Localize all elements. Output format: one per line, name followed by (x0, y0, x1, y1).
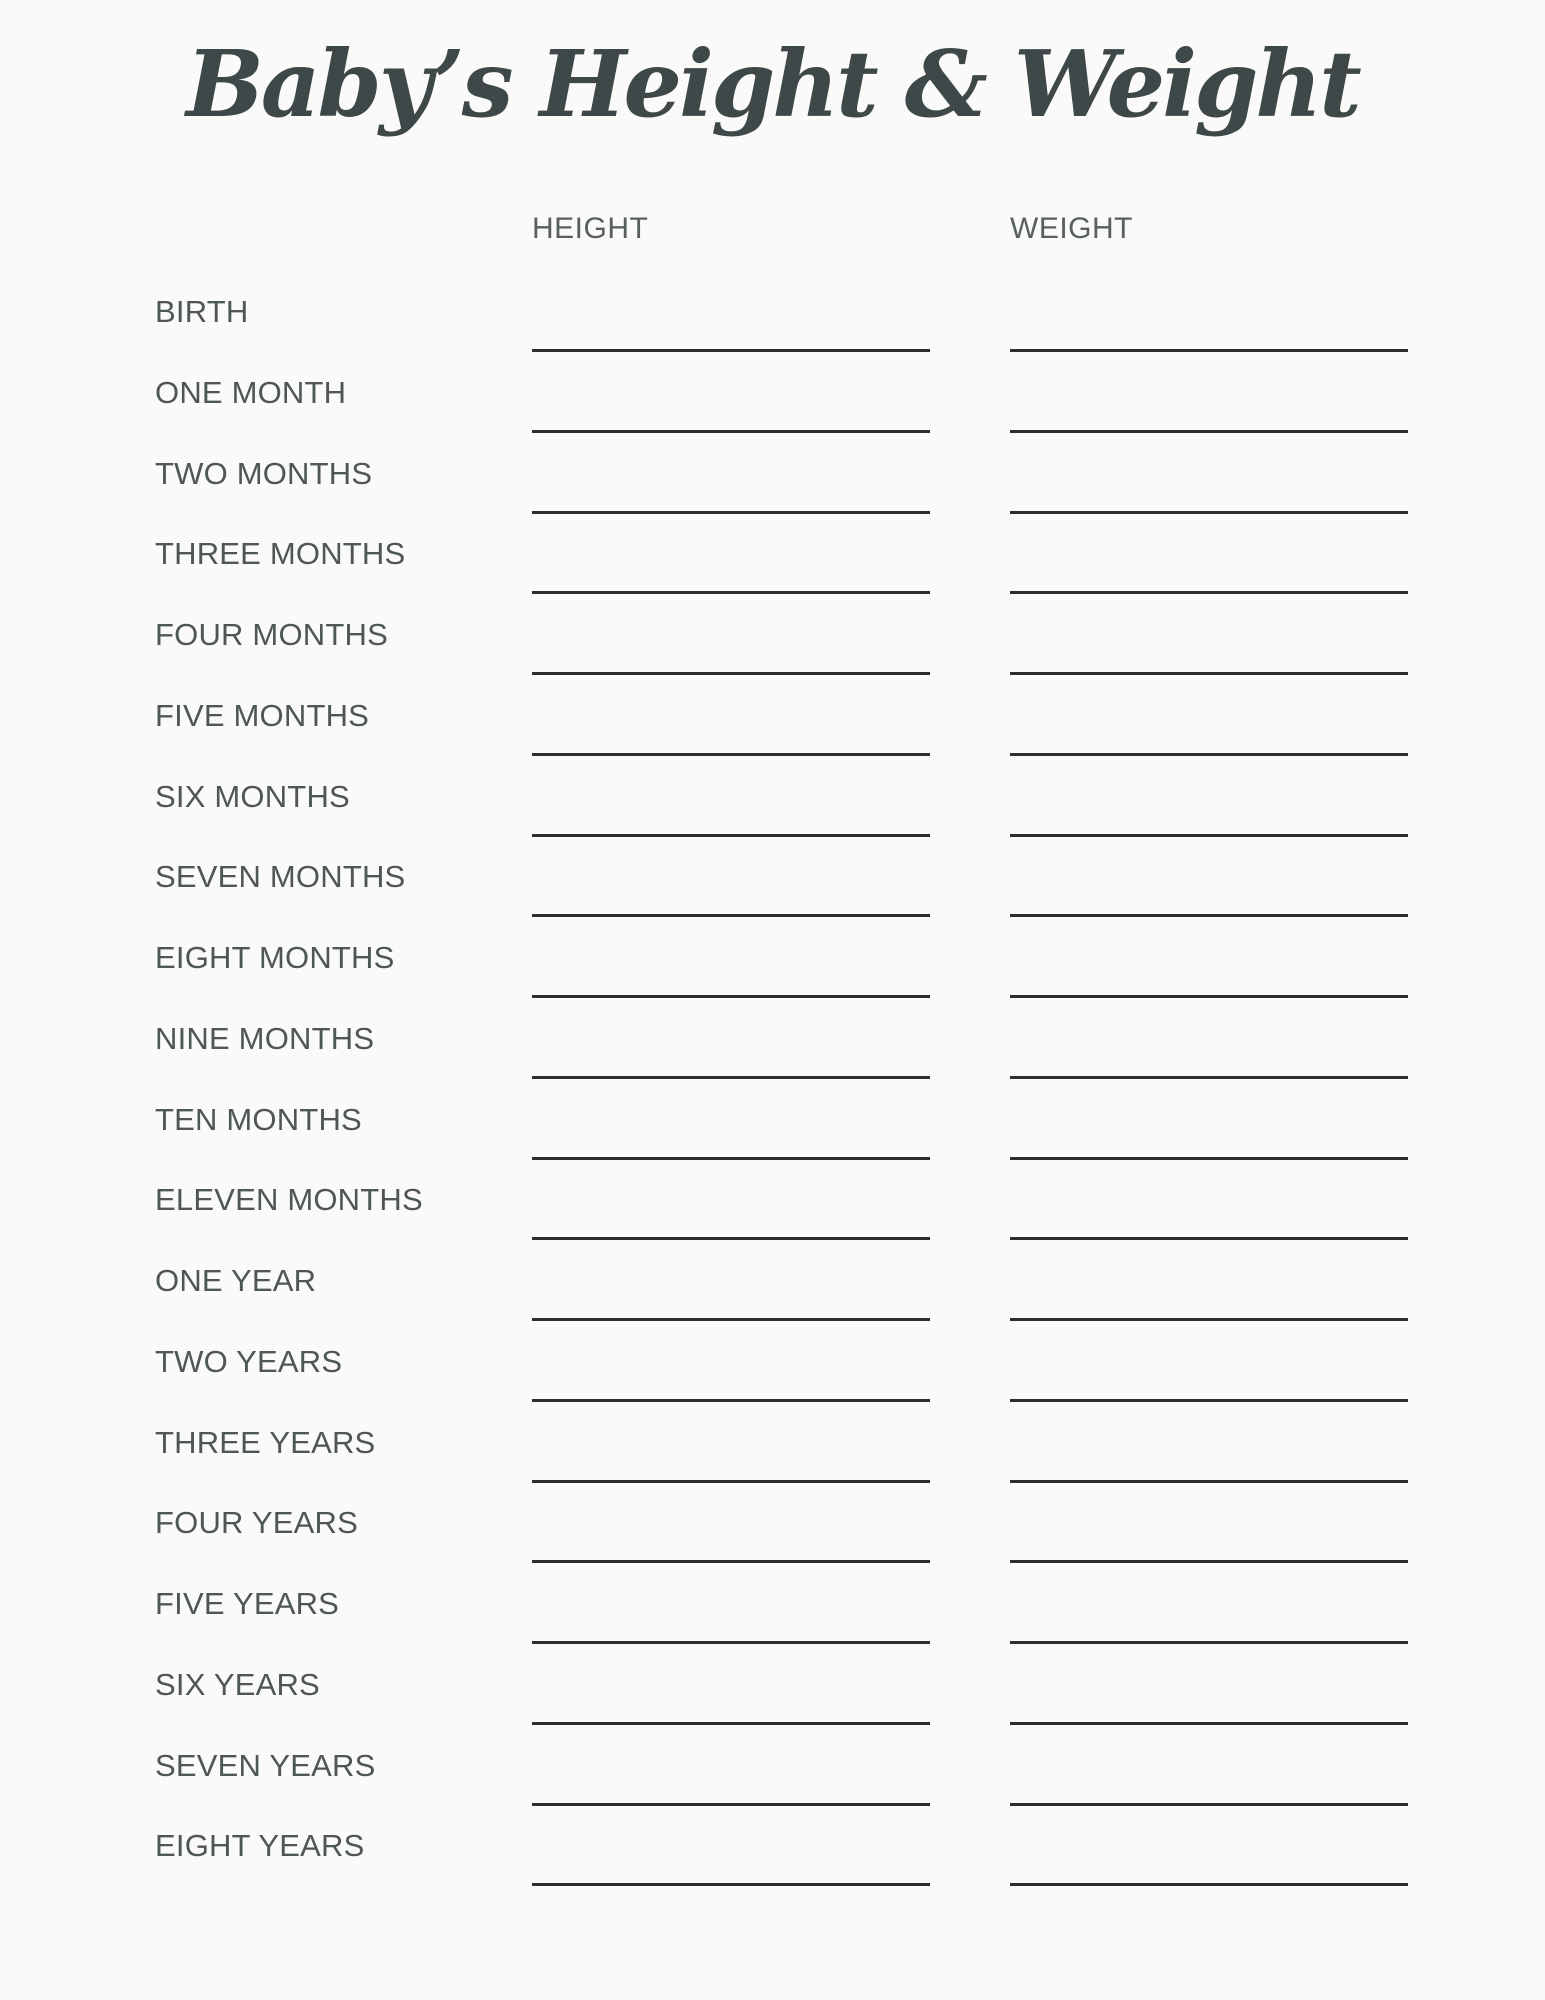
weight-entry-line[interactable] (1010, 895, 1408, 917)
weight-entry-line[interactable] (1010, 572, 1408, 594)
table-row (0, 1007, 1545, 1088)
table-row (0, 765, 1545, 846)
column-header-weight: WEIGHT (1010, 212, 1133, 245)
height-entry-line[interactable] (532, 1218, 930, 1240)
height-entry-line[interactable] (532, 1864, 930, 1886)
weight-entry-line[interactable] (1010, 1380, 1408, 1402)
page-title: Baby’s Height & Weight (186, 30, 1359, 138)
table-row (0, 1572, 1545, 1653)
table-row (0, 280, 1545, 361)
height-entry-line[interactable] (532, 1299, 930, 1321)
weight-entry-line[interactable] (1010, 1299, 1408, 1321)
row-label: SEVEN YEARS (155, 1747, 376, 1783)
row-label: ONE YEAR (155, 1263, 317, 1298)
weight-entry-line[interactable] (1010, 1864, 1408, 1886)
row-label: SIX MONTHS (155, 778, 350, 814)
table-row (0, 1088, 1545, 1169)
weight-entry-line[interactable] (1010, 1703, 1408, 1725)
row-label: EIGHT YEARS (155, 1828, 365, 1864)
weight-entry-line[interactable] (1010, 1784, 1408, 1806)
weight-entry-line[interactable] (1010, 330, 1408, 352)
row-label: TWO YEARS (155, 1343, 343, 1379)
height-entry-line[interactable] (532, 1380, 930, 1402)
height-entry-line[interactable] (532, 1138, 930, 1160)
table-row (0, 1491, 1545, 1572)
weight-entry-line[interactable] (1010, 815, 1408, 837)
height-entry-line[interactable] (532, 976, 930, 998)
height-entry-line[interactable] (532, 815, 930, 837)
row-label: TEN MONTHS (155, 1101, 362, 1137)
height-entry-line[interactable] (532, 492, 930, 514)
row-label: FOUR YEARS (155, 1505, 358, 1541)
weight-entry-line[interactable] (1010, 1138, 1408, 1160)
table-row (0, 1411, 1545, 1492)
weight-entry-line[interactable] (1010, 734, 1408, 756)
height-entry-line[interactable] (532, 1703, 930, 1725)
table-row (0, 1330, 1545, 1411)
height-entry-line[interactable] (532, 1784, 930, 1806)
weight-entry-line[interactable] (1010, 1057, 1408, 1079)
height-entry-line[interactable] (532, 330, 930, 352)
column-header-height: HEIGHT (532, 212, 649, 245)
weight-entry-line[interactable] (1010, 1622, 1408, 1644)
table-row (0, 926, 1545, 1007)
table-row (0, 603, 1545, 684)
column-headers (0, 212, 1545, 252)
table-row (0, 442, 1545, 523)
height-entry-line[interactable] (532, 1622, 930, 1644)
weight-entry-line[interactable] (1010, 492, 1408, 514)
weight-entry-line[interactable] (1010, 1461, 1408, 1483)
weight-entry-line[interactable] (1010, 1218, 1408, 1240)
measurement-rows-list (0, 280, 1545, 1895)
row-label: BIRTH (155, 294, 249, 329)
row-label: FIVE YEARS (155, 1586, 340, 1621)
weight-entry-line[interactable] (1010, 653, 1408, 675)
row-label: FOUR MONTHS (155, 617, 388, 652)
table-row (0, 1653, 1545, 1734)
row-label: THREE YEARS (155, 1424, 376, 1460)
row-label: NINE MONTHS (155, 1020, 375, 1056)
height-entry-line[interactable] (532, 1541, 930, 1563)
height-entry-line[interactable] (532, 895, 930, 917)
row-label: SEVEN MONTHS (155, 859, 406, 895)
height-entry-line[interactable] (532, 1057, 930, 1079)
table-row (0, 845, 1545, 926)
row-label: THREE MONTHS (155, 536, 406, 572)
table-row (0, 361, 1545, 442)
table-row (0, 522, 1545, 603)
table-row (0, 1734, 1545, 1815)
row-label: SIX YEARS (155, 1666, 320, 1702)
row-label: EIGHT MONTHS (155, 940, 395, 975)
table-row (0, 684, 1545, 765)
row-label: FIVE MONTHS (155, 697, 370, 733)
table-row (0, 1814, 1545, 1895)
height-entry-line[interactable] (532, 1461, 930, 1483)
table-row (0, 1168, 1545, 1249)
row-label: ELEVEN MONTHS (155, 1182, 423, 1218)
height-entry-line[interactable] (532, 572, 930, 594)
weight-entry-line[interactable] (1010, 976, 1408, 998)
height-entry-line[interactable] (532, 411, 930, 433)
table-row (0, 1249, 1545, 1330)
weight-entry-line[interactable] (1010, 1541, 1408, 1563)
height-entry-line[interactable] (532, 734, 930, 756)
height-entry-line[interactable] (532, 653, 930, 675)
weight-entry-line[interactable] (1010, 411, 1408, 433)
row-label: TWO MONTHS (155, 455, 373, 491)
row-label: ONE MONTH (155, 374, 347, 410)
